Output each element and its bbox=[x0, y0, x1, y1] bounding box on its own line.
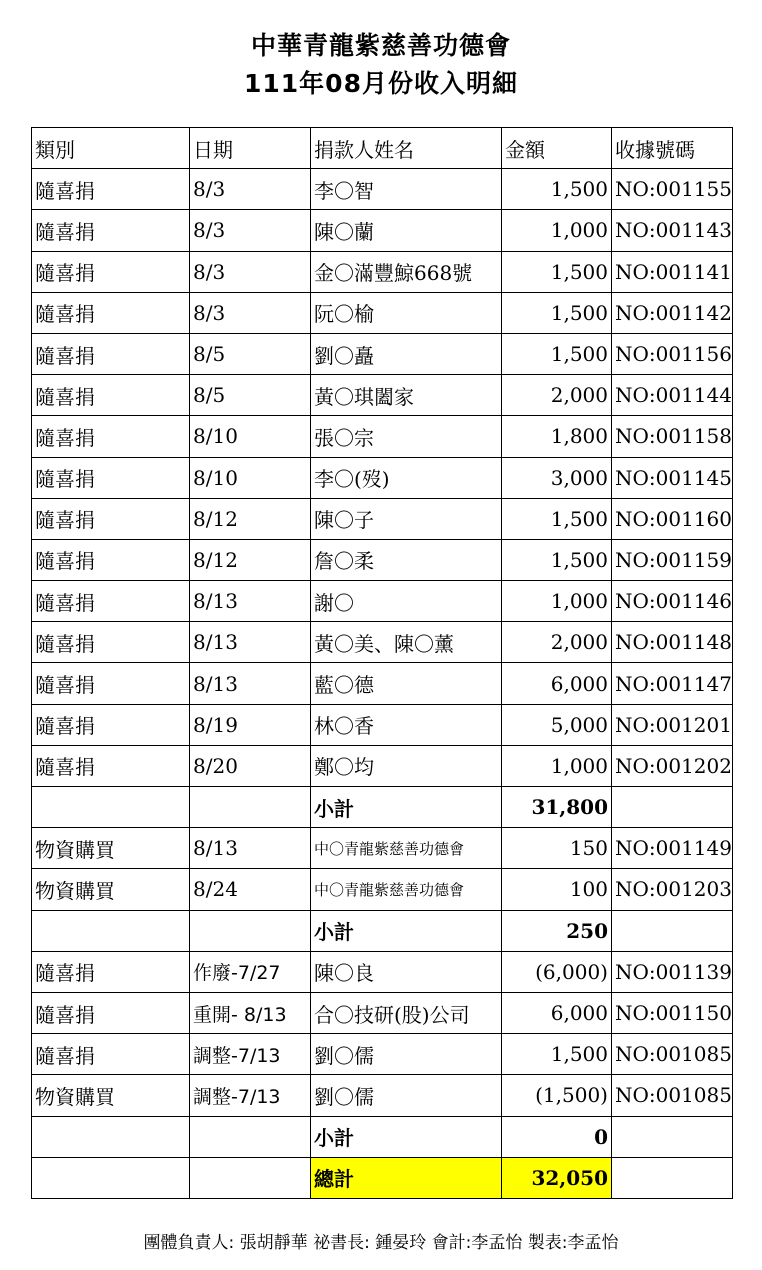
header-amount: 金額 bbox=[502, 128, 612, 169]
amount-cell: 1,000 bbox=[502, 210, 612, 251]
header-date: 日期 bbox=[190, 128, 311, 169]
donor-cell: 金〇滿豐鯨668號 bbox=[311, 251, 502, 292]
table-row bbox=[32, 663, 733, 704]
donor-cell: 李〇智 bbox=[311, 169, 502, 210]
receipt-cell: NO:001147 bbox=[612, 663, 733, 704]
amount-cell: 5,000 bbox=[502, 704, 612, 745]
amount-cell: (1,500) bbox=[502, 1075, 612, 1116]
table-row bbox=[32, 581, 733, 622]
income-ledger-table bbox=[31, 127, 733, 1199]
category-cell: 物資購買 bbox=[32, 1075, 190, 1116]
subtotal-label: 小計 bbox=[311, 787, 502, 828]
donor-cell: 林〇香 bbox=[311, 704, 502, 745]
date-cell: 8/10 bbox=[190, 416, 311, 457]
empty-cell bbox=[190, 910, 311, 951]
table-row bbox=[32, 869, 733, 910]
date-cell: 8/20 bbox=[190, 745, 311, 786]
empty-cell bbox=[32, 910, 190, 951]
category-cell: 物資購買 bbox=[32, 828, 190, 869]
receipt-cell: NO:001160 bbox=[612, 498, 733, 539]
category-cell: 隨喜捐 bbox=[32, 539, 190, 580]
category-cell: 隨喜捐 bbox=[32, 498, 190, 539]
donor-cell: 劉〇矗 bbox=[311, 333, 502, 374]
donor-cell: 陳〇蘭 bbox=[311, 210, 502, 251]
table-row bbox=[32, 1075, 733, 1116]
amount-cell: 1,500 bbox=[502, 539, 612, 580]
donor-cell: 陳〇良 bbox=[311, 951, 502, 992]
amount-cell: 1,500 bbox=[502, 1034, 612, 1075]
category-cell: 隨喜捐 bbox=[32, 375, 190, 416]
receipt-cell: NO:001145 bbox=[612, 457, 733, 498]
category-cell: 隨喜捐 bbox=[32, 333, 190, 374]
category-cell: 隨喜捐 bbox=[32, 416, 190, 457]
date-cell: 8/24 bbox=[190, 869, 311, 910]
amount-cell: 1,000 bbox=[502, 745, 612, 786]
date-cell: 調整-7/13 bbox=[190, 1075, 311, 1116]
amount-cell: 1,500 bbox=[502, 292, 612, 333]
total-value: 32,050 bbox=[502, 1157, 612, 1198]
table-row bbox=[32, 169, 733, 210]
table-row bbox=[32, 951, 733, 992]
table-row bbox=[32, 622, 733, 663]
empty-cell bbox=[190, 787, 311, 828]
receipt-cell: NO:001085 bbox=[612, 1075, 733, 1116]
receipt-cell: NO:001203 bbox=[612, 869, 733, 910]
table-row bbox=[32, 992, 733, 1033]
donor-cell: 中〇青龍紫慈善功德會 bbox=[311, 869, 502, 910]
receipt-cell: NO:001202 bbox=[612, 745, 733, 786]
table-row bbox=[32, 251, 733, 292]
receipt-cell: NO:001155 bbox=[612, 169, 733, 210]
date-cell: 8/12 bbox=[190, 539, 311, 580]
table-row bbox=[32, 375, 733, 416]
donor-cell: 黃〇琪闔家 bbox=[311, 375, 502, 416]
category-cell: 隨喜捐 bbox=[32, 951, 190, 992]
amount-cell: (6,000) bbox=[502, 951, 612, 992]
donor-cell: 鄭〇均 bbox=[311, 745, 502, 786]
receipt-cell: NO:001201 bbox=[612, 704, 733, 745]
amount-cell: 1,500 bbox=[502, 251, 612, 292]
date-cell: 8/13 bbox=[190, 663, 311, 704]
empty-cell bbox=[612, 1157, 733, 1198]
table-row bbox=[32, 539, 733, 580]
total-label: 總計 bbox=[311, 1157, 502, 1198]
date-cell: 8/13 bbox=[190, 828, 311, 869]
amount-cell: 1,800 bbox=[502, 416, 612, 457]
amount-cell: 2,000 bbox=[502, 375, 612, 416]
date-cell: 8/5 bbox=[190, 375, 311, 416]
receipt-cell: NO:001146 bbox=[612, 581, 733, 622]
subtotal-row bbox=[32, 910, 733, 951]
category-cell: 隨喜捐 bbox=[32, 581, 190, 622]
donor-cell: 張〇宗 bbox=[311, 416, 502, 457]
amount-cell: 150 bbox=[502, 828, 612, 869]
category-cell: 隨喜捐 bbox=[32, 169, 190, 210]
donor-cell: 李〇(歿) bbox=[311, 457, 502, 498]
receipt-cell: NO:001159 bbox=[612, 539, 733, 580]
table-row bbox=[32, 828, 733, 869]
header-category: 類別 bbox=[32, 128, 190, 169]
amount-cell: 100 bbox=[502, 869, 612, 910]
table-row bbox=[32, 704, 733, 745]
empty-cell bbox=[612, 910, 733, 951]
header-receipt: 收據號碼 bbox=[612, 128, 733, 169]
category-cell: 隨喜捐 bbox=[32, 622, 190, 663]
date-cell: 8/5 bbox=[190, 333, 311, 374]
subtotal-value: 31,800 bbox=[502, 787, 612, 828]
donor-cell: 藍〇德 bbox=[311, 663, 502, 704]
empty-cell bbox=[32, 1116, 190, 1157]
date-cell: 8/10 bbox=[190, 457, 311, 498]
table-row bbox=[32, 745, 733, 786]
date-cell: 8/13 bbox=[190, 581, 311, 622]
subtotal-row bbox=[32, 1116, 733, 1157]
empty-cell bbox=[612, 787, 733, 828]
receipt-cell: NO:001141 bbox=[612, 251, 733, 292]
receipt-cell: NO:001142 bbox=[612, 292, 733, 333]
receipt-cell: NO:001148 bbox=[612, 622, 733, 663]
date-cell: 重開- 8/13 bbox=[190, 992, 311, 1033]
subtotal-label: 小計 bbox=[311, 1116, 502, 1157]
donor-cell: 謝〇 bbox=[311, 581, 502, 622]
receipt-cell: NO:001158 bbox=[612, 416, 733, 457]
empty-cell bbox=[32, 1157, 190, 1198]
category-cell: 物資購買 bbox=[32, 869, 190, 910]
date-cell: 8/3 bbox=[190, 251, 311, 292]
amount-cell: 1,500 bbox=[502, 498, 612, 539]
category-cell: 隨喜捐 bbox=[32, 251, 190, 292]
table-row bbox=[32, 210, 733, 251]
date-cell: 8/19 bbox=[190, 704, 311, 745]
date-cell: 作廢-7/27 bbox=[190, 951, 311, 992]
category-cell: 隨喜捐 bbox=[32, 663, 190, 704]
amount-cell: 1,000 bbox=[502, 581, 612, 622]
category-cell: 隨喜捐 bbox=[32, 745, 190, 786]
category-cell: 隨喜捐 bbox=[32, 704, 190, 745]
date-cell: 8/12 bbox=[190, 498, 311, 539]
category-cell: 隨喜捐 bbox=[32, 292, 190, 333]
receipt-cell: NO:001144 bbox=[612, 375, 733, 416]
subtotal-value: 250 bbox=[502, 910, 612, 951]
total-row bbox=[32, 1157, 733, 1198]
table-row bbox=[32, 292, 733, 333]
header-donor: 捐款人姓名 bbox=[311, 128, 502, 169]
amount-cell: 1,500 bbox=[502, 333, 612, 374]
empty-cell bbox=[32, 787, 190, 828]
subtotal-row bbox=[32, 787, 733, 828]
donor-cell: 劉〇儒 bbox=[311, 1034, 502, 1075]
signatory-footer: 團體負責人: 張胡靜華 祕書長: 鍾晏玲 會計:李孟怡 製表:李孟怡 bbox=[143, 1233, 619, 1253]
table-header-row bbox=[32, 128, 733, 169]
date-cell: 8/3 bbox=[190, 210, 311, 251]
amount-cell: 6,000 bbox=[502, 663, 612, 704]
category-cell: 隨喜捐 bbox=[32, 457, 190, 498]
amount-cell: 6,000 bbox=[502, 992, 612, 1033]
receipt-cell: NO:001156 bbox=[612, 333, 733, 374]
document-subtitle: 111年08月份收入明細 bbox=[244, 69, 518, 98]
donor-cell: 合〇技研(股)公司 bbox=[311, 992, 502, 1033]
empty-cell bbox=[612, 1116, 733, 1157]
date-cell: 8/3 bbox=[190, 169, 311, 210]
receipt-cell: NO:001150 bbox=[612, 992, 733, 1033]
table-row bbox=[32, 457, 733, 498]
receipt-cell: NO:001085 bbox=[612, 1034, 733, 1075]
subtotal-value: 0 bbox=[502, 1116, 612, 1157]
donor-cell: 陳〇子 bbox=[311, 498, 502, 539]
amount-cell: 2,000 bbox=[502, 622, 612, 663]
amount-cell: 1,500 bbox=[502, 169, 612, 210]
table-row bbox=[32, 416, 733, 457]
empty-cell bbox=[190, 1157, 311, 1198]
date-cell: 調整-7/13 bbox=[190, 1034, 311, 1075]
ledger-body bbox=[32, 169, 733, 1199]
receipt-cell: NO:001139 bbox=[612, 951, 733, 992]
category-cell: 隨喜捐 bbox=[32, 1034, 190, 1075]
donor-cell: 阮〇榆 bbox=[311, 292, 502, 333]
date-cell: 8/3 bbox=[190, 292, 311, 333]
amount-cell: 3,000 bbox=[502, 457, 612, 498]
donor-cell: 劉〇儒 bbox=[311, 1075, 502, 1116]
donor-cell: 中〇青龍紫慈善功德會 bbox=[311, 828, 502, 869]
date-cell: 8/13 bbox=[190, 622, 311, 663]
empty-cell bbox=[190, 1116, 311, 1157]
subtotal-label: 小計 bbox=[311, 910, 502, 951]
category-cell: 隨喜捐 bbox=[32, 210, 190, 251]
category-cell: 隨喜捐 bbox=[32, 992, 190, 1033]
donor-cell: 黃〇美、陳〇薰 bbox=[311, 622, 502, 663]
document-title: 中華青龍紫慈善功德會 bbox=[250, 31, 511, 60]
receipt-cell: NO:001143 bbox=[612, 210, 733, 251]
receipt-cell: NO:001149 bbox=[612, 828, 733, 869]
donor-cell: 詹〇柔 bbox=[311, 539, 502, 580]
table-row bbox=[32, 1034, 733, 1075]
table-row bbox=[32, 498, 733, 539]
table-row bbox=[32, 333, 733, 374]
